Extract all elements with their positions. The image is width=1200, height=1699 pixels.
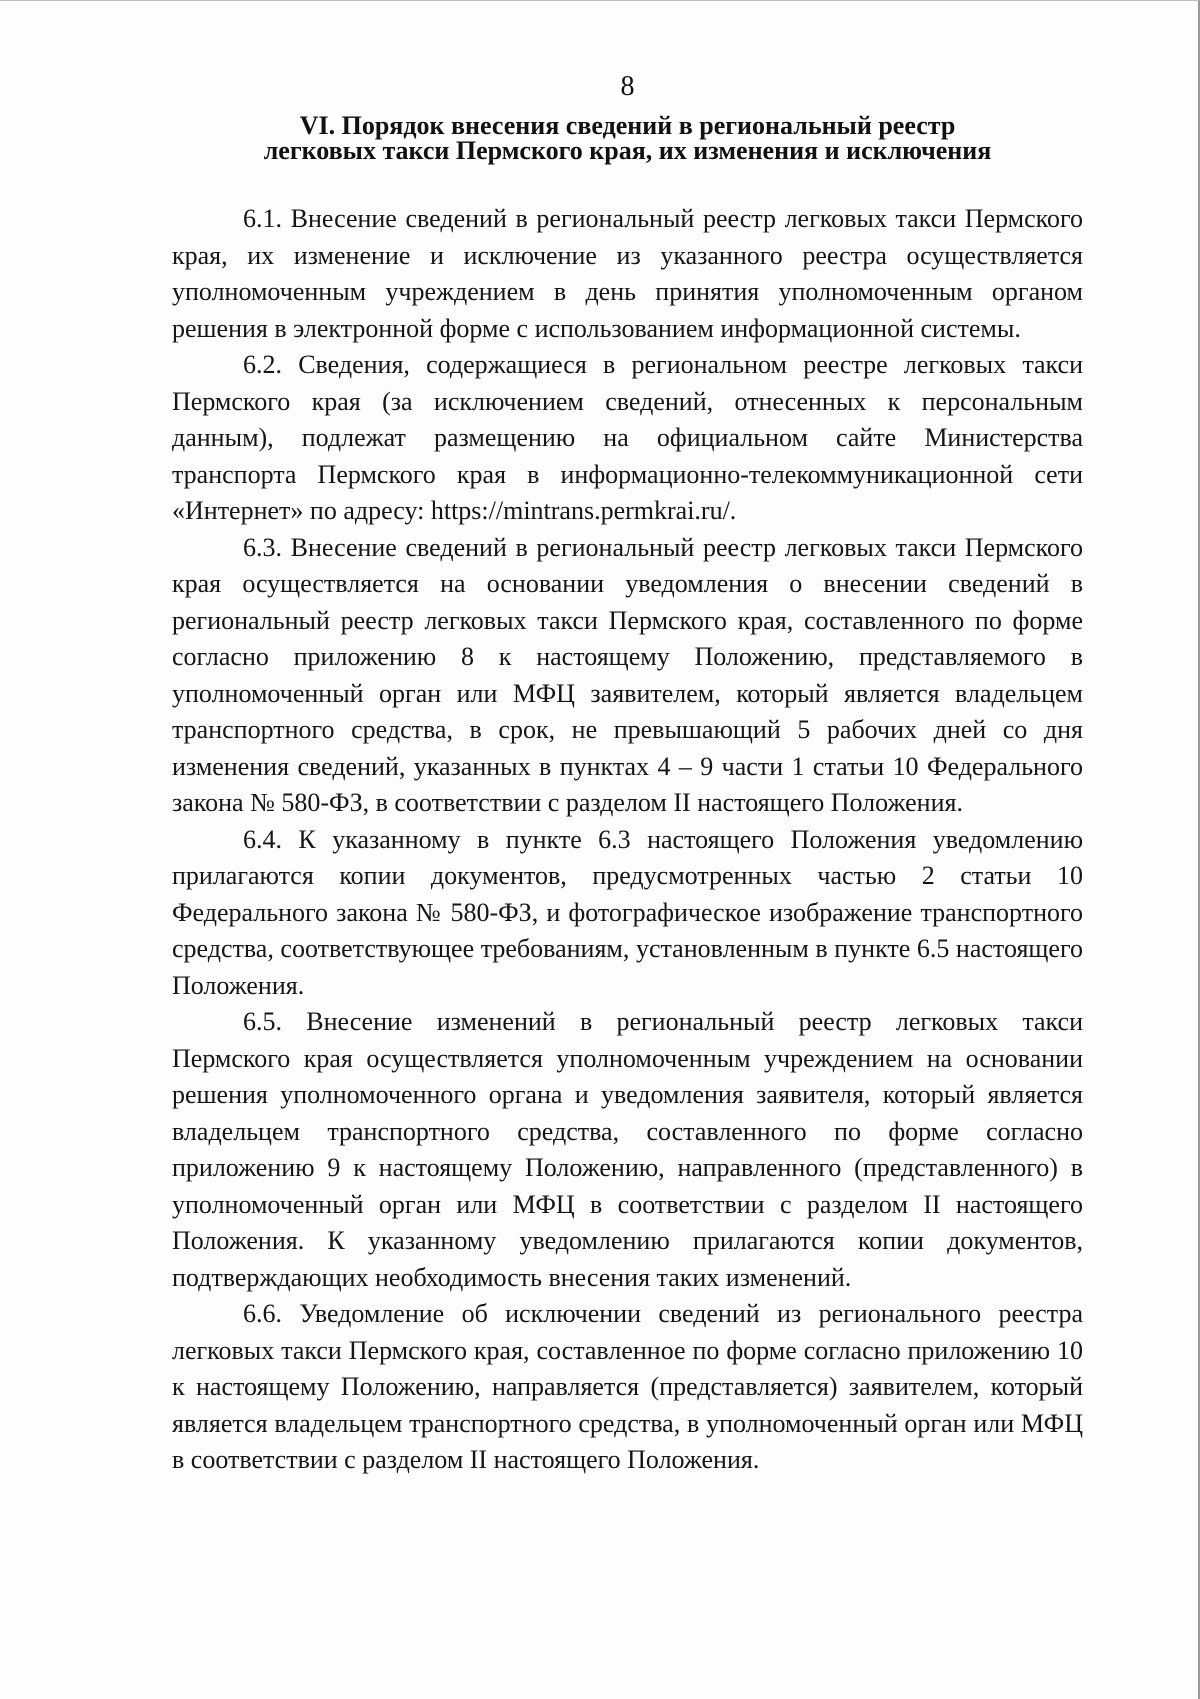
paragraph-6-1: 6.1. Внесение сведений в региональный реестр легковых такси Пермского края, их изменение и исключение из указанного реестра осуществляется уполномоченным учреждением в день принятия уполномоченным органом решения в электронной форме с использованием информационной системы. [172,204,1083,343]
paragraph-6-5: 6.5. Внесение изменений в региональный реестр легковых такси Пермского края осуществляется уполномоченным учреждением на основании решения уполномоченного органа и уведомления заявителя, который является владельцем транспортного средства, составленного по форме согласно приложению 9 к настоящему Положению, направленного (представленного) в уполномоченный орган или МФЦ в соответствии с разделом II настоящего Положения. К указанному уведомлению прилагаются копии документов, подтверждающих необходимость внесения таких изменений. [172,1007,1083,1292]
section-title-line-2: легковых такси Пермского края, их изменения и исключения [263,136,992,165]
page-number: 8 [620,71,635,102]
section-title-line-1: VI. Порядок внесения сведений в региональный реестр [299,111,956,140]
paragraph-6-4: 6.4. К указанному в пункте 6.3 настоящего Положения уведомлению прилагаются копии документов, предусмотренных частью 2 статьи 10 Федерального закона № 580-ФЗ, и фотографическое изображение транспортного средства, соответствующее требованиям, установленным в пункте 6.5 настоящего Положения. [172,824,1083,1000]
paragraph-6-3: 6.3. Внесение сведений в региональный реестр легковых такси Пермского края осуществляется на основании уведомления о внесении сведений в региональный реестр легковых такси Пермского края, составленного по форме согласно приложению 8 к настоящему Положению, представляемого в уполномоченный орган или МФЦ заявителем, который является владельцем транспортного средства, в срок, не превышающий 5 рабочих дней со дня изменения сведений, указанных в пунктах 4 – 9 части 1 статьи 10 Федерального закона № 580-ФЗ, в соответствии с разделом II настоящего Положения. [172,532,1083,817]
section-title [0,113,1200,163]
paragraph-6-2: 6.2. Сведения, содержащиеся в региональном реестре легковых такси Пермского края (за исключением сведений, отнесенных к персональным данным), подлежат размещению на официальном сайте Министерства транспорта Пермского края в информационно-телекоммуникационной сети «Интернет» по адресу: https://mintrans.permkrai.ru/. [172,350,1083,525]
document-body [172,201,1083,1479]
paragraph-6-6: 6.6. Уведомление об исключении сведений из регионального реестра легковых такси Пермского края, составленное по форме согласно приложению 10 к настоящему Положению, направляется (представляется) заявителем, который является владельцем транспортного средства, в уполномоченный орган или МФЦ в соответствии с разделом II настоящего Положения. [172,1299,1083,1474]
